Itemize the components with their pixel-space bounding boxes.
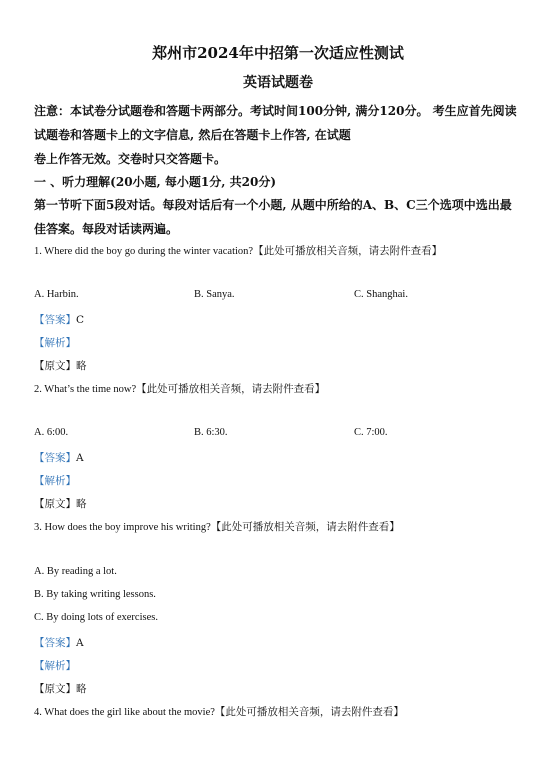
section-title: 一 、听力理解(20小题, 每小题1分, 共20分) (34, 175, 276, 189)
question-3-analysis: 【解析】 (34, 660, 76, 672)
question-1-option-c: C. Shanghai. (354, 289, 408, 300)
question-1-prompt: 1. Where did the boy go during the winter vacation?【此处可播放相关音频，请去附件查看】 (34, 246, 443, 257)
answer-value: A (76, 637, 84, 649)
question-3-prompt: 3. How does the boy improve his writing?【此处可播放相关音频，请去附件查看】 (34, 522, 400, 533)
answer-label: 【答案】 (34, 314, 76, 326)
question-2-option-a: A. 6:00. (34, 427, 69, 438)
section-instruction-1: 第一节听下面5段对话。每段对话后有一个小题, 从题中所给的A、B、C三个选项中选出最 (34, 198, 512, 212)
question-2-option-b: B. 6:30. (194, 427, 228, 438)
exam-subtitle: 英语试题卷 (243, 75, 313, 91)
section-instruction-2: 佳答案。每段对话读两遍。 (34, 222, 179, 236)
notice-line-1: 注意：本试卷分试题卷和答题卡两部分。考试时间100分钟, 满分120分。 考生应首先阅读 (34, 104, 517, 118)
question-1-option-a: A. Harbin. (34, 289, 79, 300)
question-4-prompt: 4. What does the girl like about the movie?【此处可播放相关音频，请去附件查看】 (34, 707, 404, 718)
question-3-option-c: C. By doing lots of exercises. (34, 612, 158, 623)
question-1-original: 【原文】略 (34, 360, 87, 372)
answer-label: 【答案】 (34, 637, 76, 649)
notice-line-2: 试题卷和答题卡上的文字信息, 然后在答题卡上作答, 在试题 (34, 128, 351, 142)
question-1-option-b: B. Sanya. (194, 289, 235, 300)
question-2-original: 【原文】略 (34, 498, 87, 510)
question-2-answer (34, 450, 84, 465)
question-3-option-a: A. By reading a lot. (34, 566, 117, 577)
notice-line-3: 卷上作答无效。交卷时只交答题卡。 (34, 152, 227, 166)
answer-label: 【答案】 (34, 452, 76, 464)
question-2-prompt: 2. What’s the time now?【此处可播放相关音频，请去附件查看】 (34, 384, 326, 395)
question-3-option-b: B. By taking writing lessons. (34, 589, 156, 600)
question-2-analysis: 【解析】 (34, 475, 76, 487)
question-3-original: 【原文】略 (34, 683, 87, 695)
answer-value: A (76, 452, 84, 464)
exam-title: 郑州市2024年中招第一次适应性测试 (152, 44, 404, 62)
answer-value: C (76, 314, 85, 326)
question-1-analysis: 【解析】 (34, 337, 76, 349)
question-2-option-c: C. 7:00. (354, 427, 388, 438)
question-1-answer (34, 312, 84, 327)
question-3-answer (34, 635, 84, 650)
